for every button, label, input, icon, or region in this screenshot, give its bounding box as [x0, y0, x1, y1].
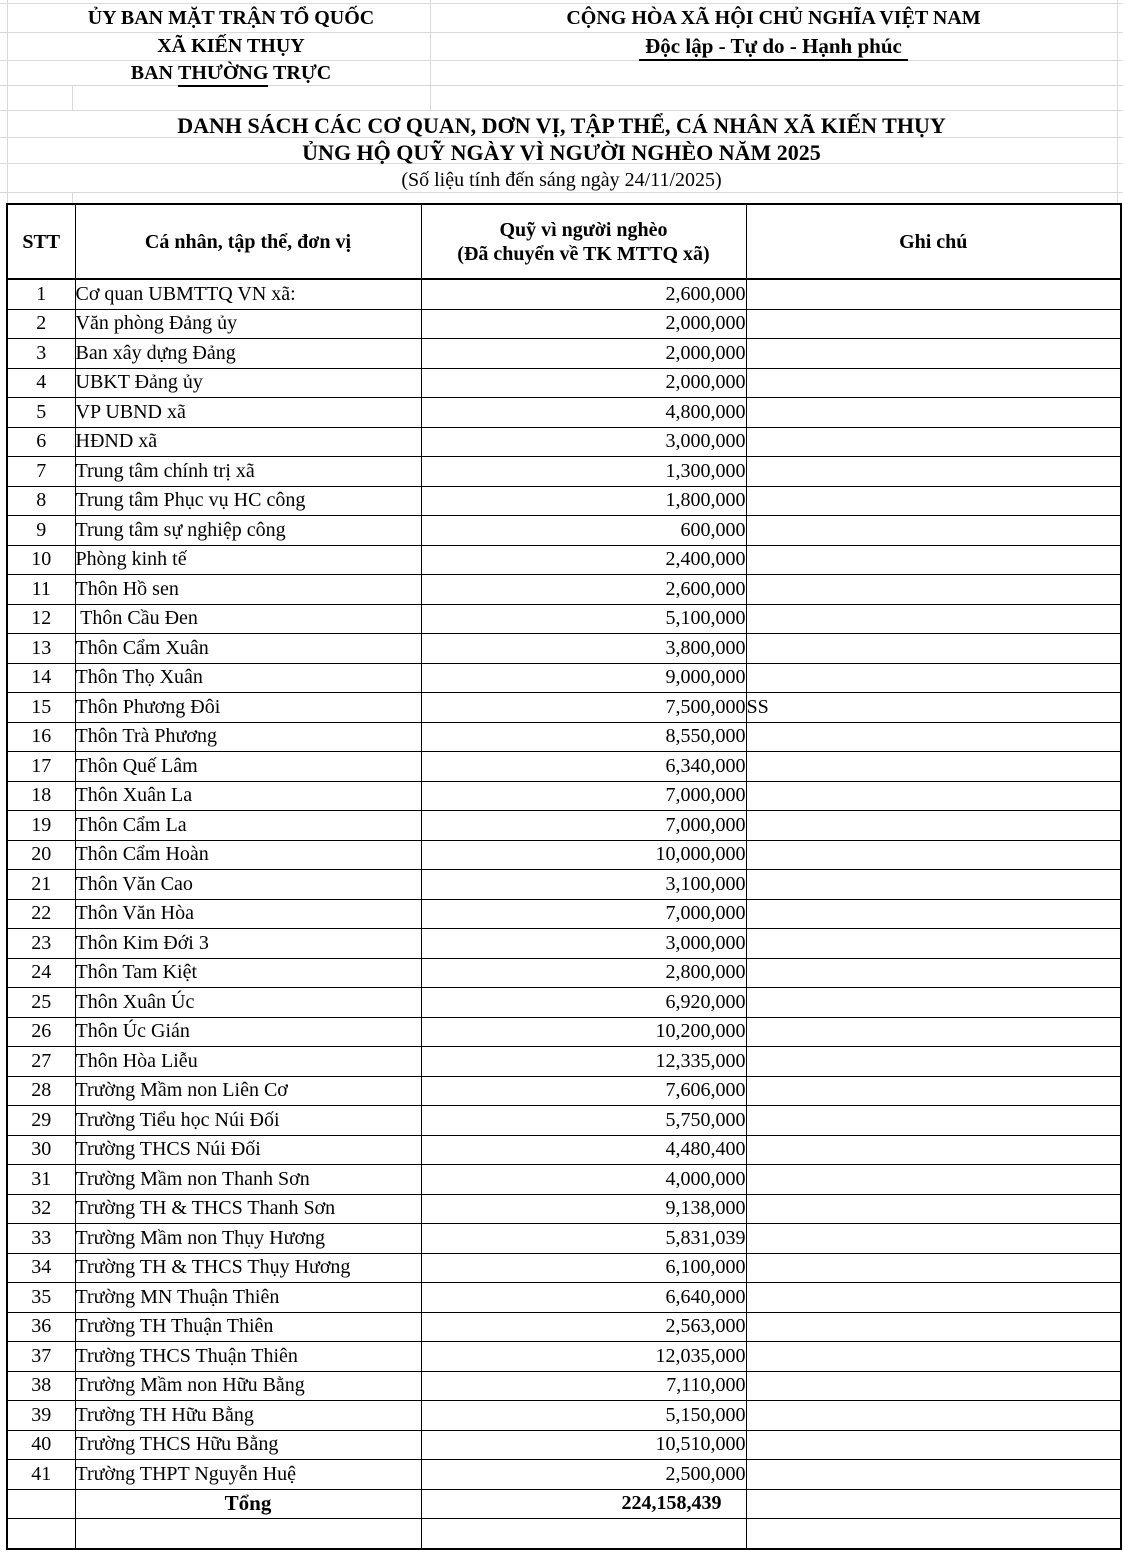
table-row — [7, 604, 1121, 634]
name-cell: Trường THPT Nguyễn Huệ — [75, 1460, 421, 1490]
table-row — [7, 1371, 1121, 1401]
stt-cell: 2 — [7, 309, 75, 339]
name-cell: Thôn Úc Gián — [75, 1017, 421, 1047]
empty-cell — [7, 1519, 75, 1549]
table-row — [7, 486, 1121, 516]
amount-cell: 12,335,000 — [421, 1047, 746, 1077]
total-row — [7, 1489, 1121, 1519]
name-cell: Trường Mầm non Thụy Hương — [75, 1224, 421, 1254]
stt-cell: 18 — [7, 781, 75, 811]
stt-cell: 16 — [7, 722, 75, 752]
name-cell: Trường TH Thuận Thiên — [75, 1312, 421, 1342]
name-cell: Cơ quan UBMTTQ VN xã: — [75, 279, 421, 309]
table-row — [7, 634, 1121, 664]
table-row — [7, 870, 1121, 900]
national-title: CỘNG HÒA XÃ HỘI CHỦ NGHĨA VIỆT NAM — [566, 7, 981, 29]
amount-cell: 2,000,000 — [421, 368, 746, 398]
name-cell: Trung tâm Phục vụ HC công — [75, 486, 421, 516]
table-row — [7, 1017, 1121, 1047]
table-footer — [7, 1489, 1121, 1549]
stt-cell: 40 — [7, 1430, 75, 1460]
amount-cell: 9,138,000 — [421, 1194, 746, 1224]
name-cell: Trường Tiểu học Núi Đối — [75, 1106, 421, 1136]
stt-cell: 10 — [7, 545, 75, 575]
name-cell: Trung tâm chính trị xã — [75, 457, 421, 487]
total-label: Tổng — [75, 1489, 421, 1519]
table-row — [7, 575, 1121, 605]
name-cell: Phòng kinh tế — [75, 545, 421, 575]
amount-cell: 7,110,000 — [421, 1371, 746, 1401]
note-cell — [746, 1342, 1121, 1372]
name-cell: Trường THCS Hữu Bằng — [75, 1430, 421, 1460]
table-row — [7, 752, 1121, 782]
amount-cell: 4,480,400 — [421, 1135, 746, 1165]
stt-cell: 9 — [7, 516, 75, 546]
table-row — [7, 1165, 1121, 1195]
amount-cell: 4,800,000 — [421, 398, 746, 428]
header-fund — [421, 204, 746, 279]
table-row — [7, 516, 1121, 546]
name-cell: Thôn Quế Lâm — [75, 752, 421, 782]
note-cell — [746, 634, 1121, 664]
amount-cell: 600,000 — [421, 516, 746, 546]
amount-cell: 7,000,000 — [421, 811, 746, 841]
amount-cell: 1,300,000 — [421, 457, 746, 487]
name-cell: Trường THCS Thuận Thiên — [75, 1342, 421, 1372]
empty-row — [7, 1519, 1121, 1549]
table-row — [7, 1283, 1121, 1313]
table-row — [7, 1224, 1121, 1254]
note-cell — [746, 781, 1121, 811]
amount-cell: 4,000,000 — [421, 1165, 746, 1195]
name-cell: Văn phòng Đảng ủy — [75, 309, 421, 339]
note-cell — [746, 1047, 1121, 1077]
amount-cell: 2,000,000 — [421, 309, 746, 339]
stt-cell: 11 — [7, 575, 75, 605]
amount-cell: 8,550,000 — [421, 722, 746, 752]
note-cell — [746, 1106, 1121, 1136]
stt-cell: 37 — [7, 1342, 75, 1372]
table-row — [7, 988, 1121, 1018]
note-cell — [746, 722, 1121, 752]
note-cell — [746, 1194, 1121, 1224]
name-cell: Thôn Thọ Xuân — [75, 663, 421, 693]
table-row — [7, 457, 1121, 487]
table-row — [7, 899, 1121, 929]
table-row — [7, 1342, 1121, 1372]
table-row — [7, 1460, 1121, 1490]
stt-cell: 21 — [7, 870, 75, 900]
note-cell — [746, 840, 1121, 870]
amount-cell: 1,800,000 — [421, 486, 746, 516]
name-cell: Thôn Kim Đới 3 — [75, 929, 421, 959]
table-row — [7, 1135, 1121, 1165]
amount-cell: 6,920,000 — [421, 988, 746, 1018]
table-row — [7, 1312, 1121, 1342]
amount-cell: 7,000,000 — [421, 899, 746, 929]
national-motto: Độc lập - Tự do - Hạnh phúc — [430, 32, 1117, 61]
name-cell: Trường Mầm non Liên Cơ — [75, 1076, 421, 1106]
stt-cell: 12 — [7, 604, 75, 634]
stt-cell: 41 — [7, 1460, 75, 1490]
name-cell: UBKT Đảng ủy — [75, 368, 421, 398]
table-row — [7, 398, 1121, 428]
stt-cell: 1 — [7, 279, 75, 309]
issuing-org-block — [7, 5, 455, 88]
name-cell: Trường THCS Núi Đối — [75, 1135, 421, 1165]
note-cell — [746, 398, 1121, 428]
table-row — [7, 279, 1121, 309]
table-row — [7, 427, 1121, 457]
stt-cell: 36 — [7, 1312, 75, 1342]
stt-cell: 17 — [7, 752, 75, 782]
table-row — [7, 722, 1121, 752]
note-cell — [746, 427, 1121, 457]
table-row — [7, 1430, 1121, 1460]
total-stt-cell — [7, 1489, 75, 1519]
name-cell: Thôn Hòa Liễu — [75, 1047, 421, 1077]
table-row — [7, 840, 1121, 870]
header-stt: STT — [7, 204, 75, 279]
name-cell: Thôn Văn Cao — [75, 870, 421, 900]
amount-cell: 10,000,000 — [421, 840, 746, 870]
note-cell — [746, 1460, 1121, 1490]
org-name-line2: XÃ KIẾN THỤY — [157, 34, 305, 57]
stt-cell: 8 — [7, 486, 75, 516]
stt-cell: 7 — [7, 457, 75, 487]
national-header-block — [430, 5, 1117, 61]
total-amount: 224,158,439 — [421, 1489, 746, 1519]
amount-cell: 3,100,000 — [421, 870, 746, 900]
stt-cell: 28 — [7, 1076, 75, 1106]
note-cell — [746, 811, 1121, 841]
table-row — [7, 929, 1121, 959]
amount-cell: 2,000,000 — [421, 339, 746, 369]
stt-cell: 4 — [7, 368, 75, 398]
amount-cell: 3,800,000 — [421, 634, 746, 664]
amount-cell: 5,831,039 — [421, 1224, 746, 1254]
note-cell — [746, 457, 1121, 487]
table-row — [7, 1076, 1121, 1106]
note-cell — [746, 870, 1121, 900]
document-title-line2: ỦNG HỘ QUỸ NGÀY VÌ NGƯỜI NGHÈO NĂM 2025 — [302, 140, 821, 165]
name-cell: Trường MN Thuận Thiên — [75, 1283, 421, 1313]
table-row — [7, 781, 1121, 811]
table-row — [7, 309, 1121, 339]
total-note-cell — [746, 1489, 1121, 1519]
name-cell: Thôn Cẩm Xuân — [75, 634, 421, 664]
stt-cell: 29 — [7, 1106, 75, 1136]
note-cell — [746, 339, 1121, 369]
donation-table — [6, 203, 1122, 1550]
amount-cell: 3,000,000 — [421, 929, 746, 959]
stt-cell: 25 — [7, 988, 75, 1018]
table-row — [7, 1401, 1121, 1431]
stt-cell: 24 — [7, 958, 75, 988]
name-cell: VP UBND xã — [75, 398, 421, 428]
amount-cell: 2,600,000 — [421, 575, 746, 605]
note-cell — [746, 1283, 1121, 1313]
table-row — [7, 339, 1121, 369]
amount-cell: 2,600,000 — [421, 279, 746, 309]
amount-cell: 2,400,000 — [421, 545, 746, 575]
table-row — [7, 693, 1121, 723]
amount-cell: 2,563,000 — [421, 1312, 746, 1342]
stt-cell: 32 — [7, 1194, 75, 1224]
header-fund-line1: Quỹ vì người nghèo — [499, 218, 668, 241]
amount-cell: 7,500,000 — [421, 693, 746, 723]
gridline — [0, 3, 1123, 4]
document-title-line1: DANH SÁCH CÁC CƠ QUAN, DƠN VỊ, TẬP THỂ, CÁ NHÂN XÃ KIẾN THỤY — [177, 113, 946, 138]
table-row — [7, 368, 1121, 398]
stt-cell: 26 — [7, 1017, 75, 1047]
note-cell — [746, 486, 1121, 516]
name-cell: Thôn Phương Đôi — [75, 693, 421, 723]
note-cell — [746, 545, 1121, 575]
note-cell — [746, 663, 1121, 693]
note-cell — [746, 1165, 1121, 1195]
name-cell: Thôn Tam Kiệt — [75, 958, 421, 988]
stt-cell: 33 — [7, 1224, 75, 1254]
name-cell: Trường Mầm non Thanh Sơn — [75, 1165, 421, 1195]
note-cell — [746, 1135, 1121, 1165]
note-cell — [746, 1253, 1121, 1283]
header-note: Ghi chú — [746, 204, 1121, 279]
name-cell: Thôn Trà Phương — [75, 722, 421, 752]
amount-cell: 10,510,000 — [421, 1430, 746, 1460]
empty-cell — [75, 1519, 421, 1549]
stt-cell: 15 — [7, 693, 75, 723]
empty-cell — [421, 1519, 746, 1549]
name-cell: Thôn Cầu Đen — [75, 604, 421, 634]
org-name-line3: BAN THƯỜNG TRỰC — [7, 60, 455, 88]
note-cell — [746, 1224, 1121, 1254]
amount-cell: 7,606,000 — [421, 1076, 746, 1106]
stt-cell: 38 — [7, 1371, 75, 1401]
amount-cell: 7,000,000 — [421, 781, 746, 811]
amount-cell: 6,640,000 — [421, 1283, 746, 1313]
stt-cell: 3 — [7, 339, 75, 369]
name-cell: Thôn Văn Hòa — [75, 899, 421, 929]
name-cell: Thôn Xuân Úc — [75, 988, 421, 1018]
stt-cell: 22 — [7, 899, 75, 929]
stt-cell: 5 — [7, 398, 75, 428]
amount-cell: 2,500,000 — [421, 1460, 746, 1490]
gridline — [0, 110, 1123, 111]
amount-cell: 2,800,000 — [421, 958, 746, 988]
amount-cell: 6,340,000 — [421, 752, 746, 782]
stt-cell: 31 — [7, 1165, 75, 1195]
name-cell: HĐND xã — [75, 427, 421, 457]
note-cell — [746, 1371, 1121, 1401]
gridline — [72, 85, 73, 110]
name-cell: Thôn Xuân La — [75, 781, 421, 811]
stt-cell: 27 — [7, 1047, 75, 1077]
document-title-note: (Số liệu tính đến sáng ngày 24/11/2025) — [401, 169, 722, 191]
amount-cell: 9,000,000 — [421, 663, 746, 693]
note-cell — [746, 1430, 1121, 1460]
document-title-block — [0, 112, 1123, 195]
amount-cell: 5,150,000 — [421, 1401, 746, 1431]
empty-cell — [746, 1519, 1121, 1549]
amount-cell: 6,100,000 — [421, 1253, 746, 1283]
note-cell — [746, 899, 1121, 929]
table-row — [7, 1106, 1121, 1136]
note-cell — [746, 1312, 1121, 1342]
header-name: Cá nhân, tập thể, đơn vị — [75, 204, 421, 279]
table-row — [7, 1253, 1121, 1283]
table-row — [7, 1047, 1121, 1077]
header-row — [7, 204, 1121, 279]
header-fund-line2: (Đã chuyển về TK MTTQ xã) — [457, 242, 710, 265]
note-cell — [746, 988, 1121, 1018]
note-cell — [746, 516, 1121, 546]
stt-cell: 34 — [7, 1253, 75, 1283]
note-cell — [746, 958, 1121, 988]
note-cell — [746, 1401, 1121, 1431]
note-cell: SS — [746, 693, 1121, 723]
name-cell: Thôn Hồ sen — [75, 575, 421, 605]
name-cell: Trường Mầm non Hữu Bằng — [75, 1371, 421, 1401]
amount-cell: 5,100,000 — [421, 604, 746, 634]
name-cell: Trung tâm sự nghiệp công — [75, 516, 421, 546]
amount-cell: 10,200,000 — [421, 1017, 746, 1047]
table-row — [7, 811, 1121, 841]
stt-cell: 23 — [7, 929, 75, 959]
name-cell: Trường TH Hữu Bằng — [75, 1401, 421, 1431]
org-name-line1: ỦY BAN MẶT TRẬN TỔ QUỐC — [87, 7, 375, 29]
note-cell — [746, 575, 1121, 605]
note-cell — [746, 368, 1121, 398]
amount-cell: 3,000,000 — [421, 427, 746, 457]
note-cell — [746, 1017, 1121, 1047]
note-cell — [746, 309, 1121, 339]
stt-cell: 6 — [7, 427, 75, 457]
table-body — [7, 279, 1121, 1489]
table-row — [7, 545, 1121, 575]
table-row — [7, 1194, 1121, 1224]
donation-table-header — [7, 204, 1121, 279]
note-cell — [746, 279, 1121, 309]
name-cell: Thôn Cẩm Hoàn — [75, 840, 421, 870]
note-cell — [746, 604, 1121, 634]
stt-cell: 35 — [7, 1283, 75, 1313]
stt-cell: 20 — [7, 840, 75, 870]
amount-cell: 5,750,000 — [421, 1106, 746, 1136]
stt-cell: 39 — [7, 1401, 75, 1431]
stt-cell: 14 — [7, 663, 75, 693]
table-row — [7, 958, 1121, 988]
name-cell: Thôn Cẩm La — [75, 811, 421, 841]
note-cell — [746, 929, 1121, 959]
stt-cell: 19 — [7, 811, 75, 841]
name-cell: Trường TH & THCS Thụy Hương — [75, 1253, 421, 1283]
name-cell: Ban xây dựng Đảng — [75, 339, 421, 369]
table-row — [7, 663, 1121, 693]
org-underlined-text: THƯỜNG — [178, 61, 268, 87]
stt-cell: 30 — [7, 1135, 75, 1165]
note-cell — [746, 752, 1121, 782]
note-cell — [746, 1076, 1121, 1106]
name-cell: Trường TH & THCS Thanh Sơn — [75, 1194, 421, 1224]
stt-cell: 13 — [7, 634, 75, 664]
amount-cell: 12,035,000 — [421, 1342, 746, 1372]
